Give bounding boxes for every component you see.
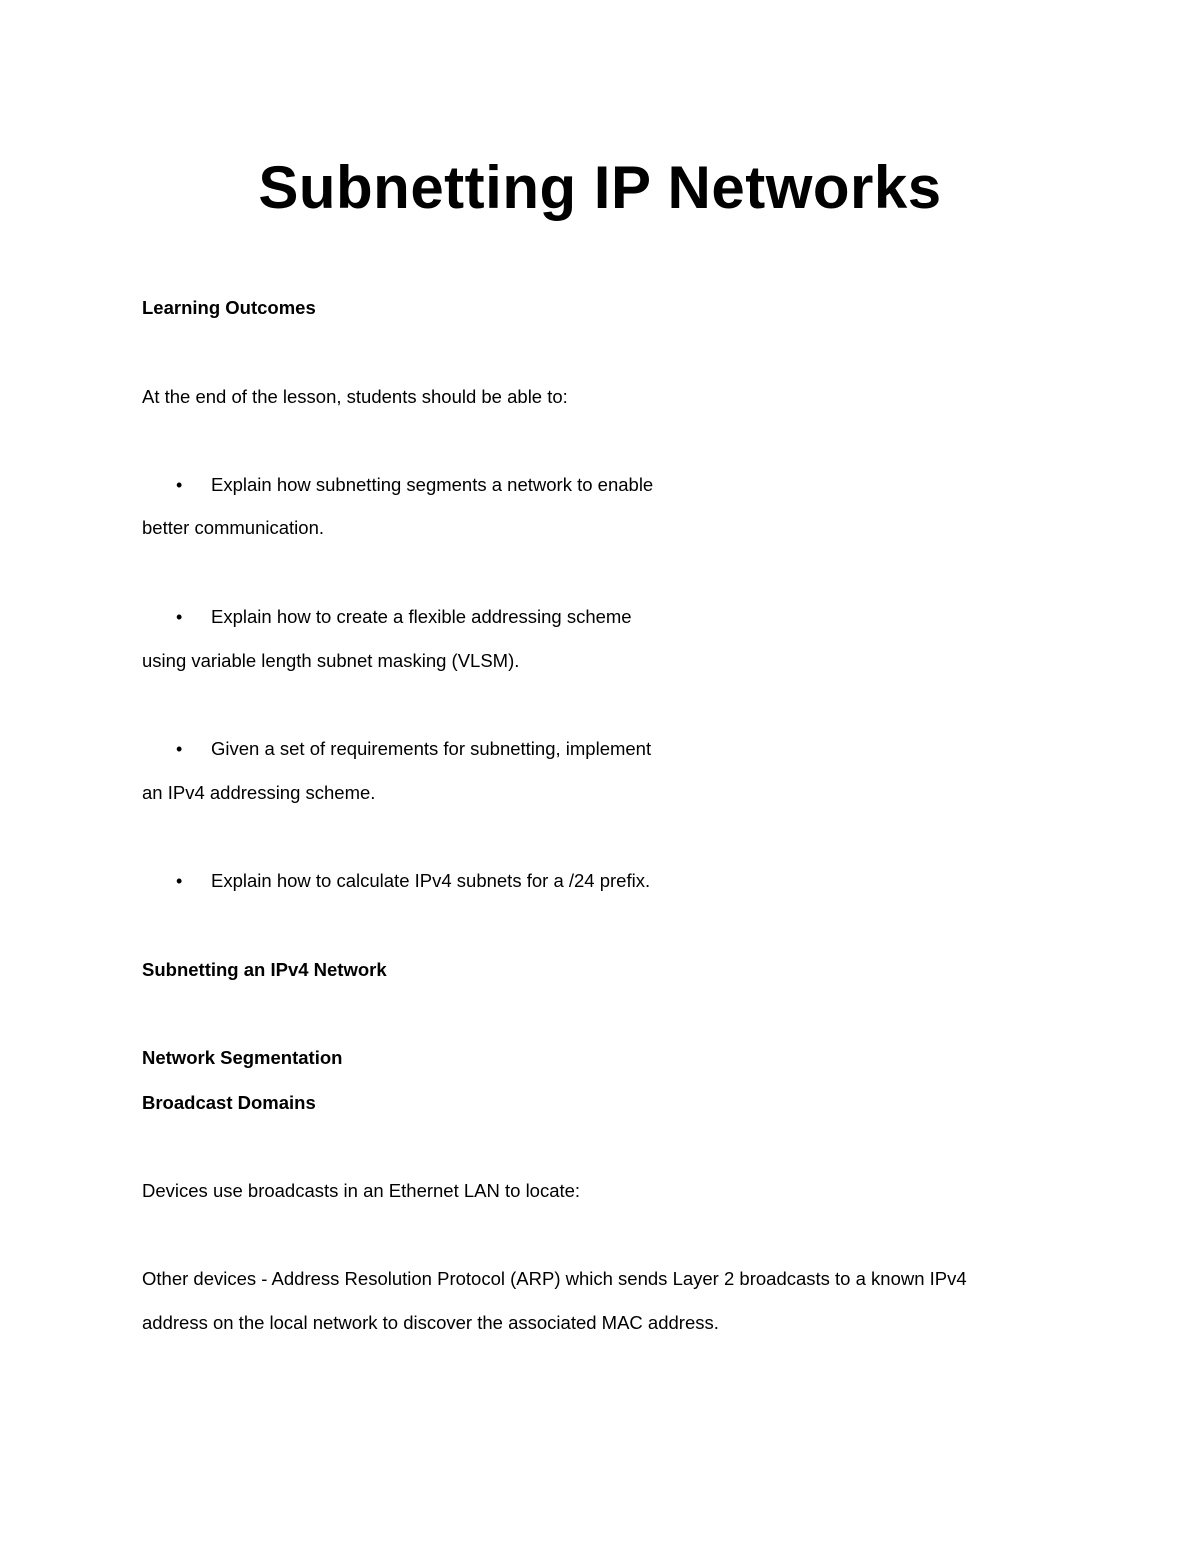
- outcome-text: Explain how subnetting segments a network to enable: [211, 474, 654, 495]
- paragraph-arp-line-1: Other devices - Address Resolution Protocol (ARP) which sends Layer 2 broadcasts to a known IPv4: [142, 1268, 967, 1289]
- outcome-text: Given a set of requirements for subnetting, implement: [211, 738, 652, 759]
- outcome-text: Explain how to create a flexible addressing scheme: [211, 606, 632, 627]
- outcome-continuation: using variable length subnet masking (VLSM).: [142, 650, 520, 671]
- outcome-text: Explain how to calculate IPv4 subnets for a /24 prefix.: [211, 870, 651, 891]
- outcome-continuation: an IPv4 addressing scheme.: [142, 782, 376, 803]
- section-heading: Subnetting an IPv4 Network: [142, 959, 387, 980]
- bullet-icon: •: [176, 871, 183, 891]
- document-title: Subnetting IP Networks: [258, 154, 942, 221]
- paragraph-broadcasts: Devices use broadcasts in an Ethernet LAN to locate:: [142, 1180, 581, 1201]
- subheading-broadcast-domains: Broadcast Domains: [142, 1092, 316, 1113]
- bullet-icon: •: [176, 475, 183, 495]
- bullet-icon: •: [176, 739, 183, 759]
- intro-text: At the end of the lesson, students should be able to:: [142, 386, 568, 407]
- bullet-icon: •: [176, 607, 183, 627]
- outcome-continuation: better communication.: [142, 517, 325, 538]
- learning-outcomes-heading: Learning Outcomes: [142, 297, 316, 318]
- paragraph-arp-line-2: address on the local network to discover the associated MAC address.: [142, 1312, 719, 1333]
- subheading-network-segmentation: Network Segmentation: [142, 1047, 343, 1068]
